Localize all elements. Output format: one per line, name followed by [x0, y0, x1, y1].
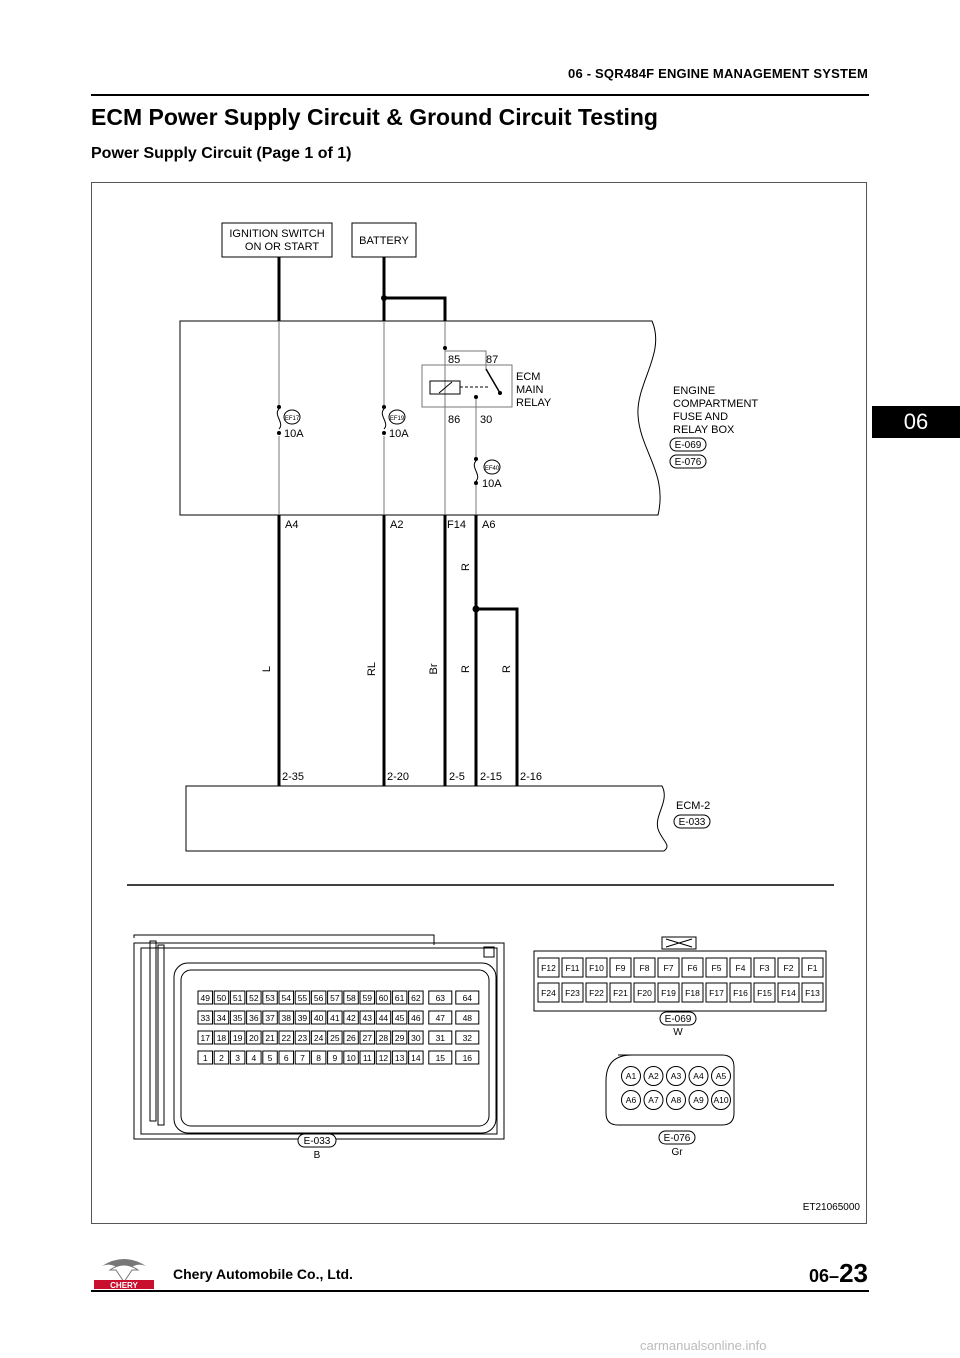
connector-e033-pin-label: 62 — [411, 993, 421, 1003]
connector-e033-pin-label: 51 — [232, 993, 243, 1003]
connector-e033-pin-label: 34 — [216, 1013, 227, 1023]
connector-e033-pin-label: 13 — [394, 1053, 405, 1063]
watermark: carmanualsonline.info — [640, 1338, 767, 1353]
connector-e033-pin-label: 40 — [313, 1013, 324, 1023]
connector-e033-pin-label: 30 — [411, 1033, 421, 1043]
connector-e033-color: B — [313, 1150, 321, 1161]
connector-e069-pin-label: F1 — [807, 963, 818, 973]
connector-e069-pin-label: F7 — [663, 963, 674, 973]
connector-e076-color: Gr — [671, 1147, 683, 1158]
connector-tag-e069-bottom-text: E-069 — [664, 1014, 692, 1025]
relay-pin-30: 30 — [480, 414, 493, 426]
fuse-ef17-rating: 10A — [284, 428, 304, 440]
connector-e033-pin-label: 56 — [313, 993, 324, 1003]
connector-e033-pin-label: 55 — [297, 993, 308, 1003]
connector-e033-pin-label: 25 — [330, 1033, 340, 1043]
connector-e033-pin-label: 39 — [297, 1013, 308, 1023]
fuse-ef19-name: EF19 — [389, 416, 405, 422]
connector-e033-pin-label: 27 — [362, 1033, 372, 1043]
connector-e033-pin-label: 14 — [411, 1053, 421, 1063]
connector-e033-pin-label: 28 — [378, 1033, 389, 1043]
connector-e033-pin-label: 32 — [462, 1033, 473, 1043]
wire-color-rl: RL — [366, 661, 378, 677]
connector-e069-pin-label: F16 — [733, 988, 748, 998]
connector-e069-pin-label: F14 — [781, 988, 796, 998]
connector-e076-pin-label: A6 — [625, 1095, 637, 1105]
connector-e069-pin-label: F17 — [709, 988, 724, 998]
connector-e033-pin-label: 59 — [362, 993, 372, 1003]
connector-e033-pin-label: 7 — [300, 1053, 305, 1063]
box-pin-a4: A4 — [285, 519, 299, 531]
connector-tag-e033-bottom-text: E-033 — [303, 1136, 331, 1147]
fuse-ef40-rating: 10A — [482, 478, 502, 490]
connector-e033-pin-label: 24 — [313, 1033, 324, 1043]
connector-e069-pin-label: F2 — [783, 963, 794, 973]
page-subtitle: Power Supply Circuit (Page 1 of 1) — [91, 145, 352, 162]
relay-pin-87: 87 — [486, 354, 499, 366]
connector-e069-color: W — [673, 1027, 683, 1038]
page-number — [809, 1258, 868, 1289]
wire-r-branch — [476, 609, 517, 786]
connector-e033-pin-label: 45 — [394, 1013, 405, 1023]
relay-label-1: ECM — [516, 371, 541, 383]
connector-e033-pin-label: 43 — [362, 1013, 372, 1023]
connector-e033-pin-label: 52 — [249, 993, 259, 1003]
connector-e069-pin-label: F18 — [685, 988, 700, 998]
battery-label: BATTERY — [359, 235, 409, 247]
connector-e076-pin-label: A8 — [670, 1095, 682, 1105]
connector-e033-pin-label: 3 — [235, 1053, 241, 1063]
connector-e069-pin-label: F4 — [735, 963, 746, 973]
splice-r — [473, 606, 480, 613]
connector-e033-pin-label: 21 — [265, 1033, 275, 1043]
page-section: 06– — [809, 1266, 840, 1286]
connector-e033-pin-label: 38 — [281, 1013, 291, 1023]
ecm-pin-2-35: 2-35 — [282, 771, 305, 783]
connector-e069-pin-label: F10 — [589, 963, 604, 973]
connector-e033-pin-label: 58 — [346, 993, 356, 1003]
connector-e069-pin-label: F6 — [687, 963, 698, 973]
ecm-pin-2-20: 2-20 — [387, 771, 410, 783]
connector-e033-pin-label: 61 — [394, 993, 405, 1003]
section-header-title: 06 - SQR484F ENGINE MANAGEMENT SYSTEM — [568, 66, 868, 81]
connector-e076-pin-label: A2 — [648, 1071, 659, 1081]
connector-e033-pin-label: 6 — [283, 1053, 289, 1063]
connector-e033-pin-label: 37 — [265, 1013, 275, 1023]
connector-e069-pin-label: F12 — [541, 963, 556, 973]
connector-e033-pin-label: 17 — [200, 1033, 210, 1043]
connector-e069-pin-label: F11 — [565, 963, 580, 973]
wiring-diagram-frame — [91, 182, 867, 1224]
connector-e069-pin-label: F21 — [613, 988, 628, 998]
ecm-pin-2-16: 2-16 — [520, 771, 543, 783]
connector-e033-pin-label: 64 — [462, 993, 473, 1003]
chery-logo-text: CHERY — [110, 1281, 138, 1290]
connector-tag-e076-bottom-text: E-076 — [663, 1133, 691, 1144]
connector-e033-pin-label: 36 — [249, 1013, 259, 1023]
connector-e033-pin-label: 11 — [362, 1053, 372, 1063]
box-pin-a2: A2 — [390, 519, 404, 531]
box-pin-f14: F14 — [447, 519, 466, 531]
connector-e033-pin-label: 12 — [378, 1053, 389, 1063]
connector-e033-pin-label: 8 — [316, 1053, 322, 1063]
wire-color-r-upper: R — [460, 563, 472, 571]
connector-e033-pin-label: 47 — [435, 1013, 446, 1023]
connector-e033-pin-label: 41 — [330, 1013, 340, 1023]
relay-feed-dot — [443, 346, 447, 350]
connector-e033-pin-label: 26 — [346, 1033, 356, 1043]
fuse-box-label-1: ENGINE — [673, 385, 716, 397]
relay-30-dot — [474, 395, 478, 399]
connector-e033-pin-label: 46 — [411, 1013, 421, 1023]
connector-e069-pin-label: F13 — [805, 988, 820, 998]
connector-e069-pin-label: F20 — [637, 988, 652, 998]
connector-tag-e069-text: E-069 — [674, 440, 702, 451]
footer-rule — [91, 1290, 869, 1292]
connector-e033-pin-label: 48 — [462, 1013, 473, 1023]
fuse-box-label-3: FUSE AND — [673, 411, 729, 423]
wire-color-r-branch: R — [501, 665, 513, 673]
fuse-ef19-rating: 10A — [389, 428, 409, 440]
connector-e033-pin-label: 42 — [346, 1013, 356, 1023]
connector-e033-pin-label: 54 — [281, 993, 291, 1003]
ecm-box-outline — [186, 786, 667, 851]
wire-color-br: Br — [428, 663, 440, 675]
ignition-switch-label-1: IGNITION SWITCH — [229, 228, 325, 240]
connector-e033-pin-label: 49 — [200, 993, 210, 1003]
relay-label-3: RELAY — [516, 397, 552, 409]
connector-e033-pin-label: 9 — [332, 1053, 338, 1063]
wire-color-r-lower: R — [460, 665, 472, 673]
fuse-box-label-4: RELAY BOX — [673, 424, 735, 436]
connector-e033-pin-label: 5 — [267, 1053, 273, 1063]
connector-e033-pin-label: 10 — [346, 1053, 356, 1063]
connector-e069-pin-label: F3 — [759, 963, 770, 973]
footer-company: Chery Automobile Co., Ltd. — [173, 1266, 353, 1282]
connector-e069-pin-label: F5 — [711, 963, 722, 973]
connector-e033-pin-label: 33 — [200, 1013, 210, 1023]
connector-e033-pin-label: 31 — [435, 1033, 446, 1043]
connector-e076-face — [606, 1055, 734, 1125]
connector-e076-pin-label: A1 — [625, 1071, 637, 1081]
box-pin-a6: A6 — [482, 519, 496, 531]
connector-tag-e076-text: E-076 — [674, 457, 702, 468]
connector-e033-pin-label: 16 — [462, 1053, 473, 1063]
connector-e033-pin-label: 57 — [330, 993, 340, 1003]
relay-contact-dot — [498, 391, 502, 395]
relay-label-2: MAIN — [516, 384, 544, 396]
connector-e076-pin-label: A3 — [670, 1071, 682, 1081]
connector-tag-e033-top-text: E-033 — [678, 817, 706, 828]
ecm-label: ECM-2 — [676, 800, 711, 812]
diagram-image-code: ET21065000 — [802, 1202, 860, 1213]
connector-e069-pin-label: F15 — [757, 988, 772, 998]
connector-e033-pin-label: 50 — [216, 993, 227, 1003]
connector-e033-pin-label: 4 — [251, 1053, 257, 1063]
connector-e069-pin-label: F9 — [615, 963, 626, 973]
connector-e033-pin-label: 20 — [249, 1033, 259, 1043]
connector-e033-pin-label: 15 — [435, 1053, 446, 1063]
section-tab: 06 — [872, 406, 960, 438]
connector-e076-pin-label: A4 — [693, 1071, 704, 1081]
connector-e069-pin-label: F23 — [565, 988, 580, 998]
connector-e033-pin-label: 1 — [202, 1053, 208, 1063]
connector-e033-pin-label: 18 — [216, 1033, 227, 1043]
connector-e033-pins — [198, 991, 479, 1064]
connector-e033-pin-label: 19 — [232, 1033, 243, 1043]
chery-logo-icon — [92, 1256, 156, 1290]
connector-e033-pin-label: 29 — [394, 1033, 405, 1043]
fuse-ef40-name: EF40 — [484, 466, 500, 472]
connector-e069-pins — [538, 958, 823, 1002]
connector-e069-pin-label: F24 — [541, 988, 556, 998]
fuse-box-label-2: COMPARTMENT — [673, 398, 759, 410]
connector-e076-pin-label: A10 — [713, 1095, 729, 1105]
connector-e033-pin-label: 22 — [281, 1033, 291, 1043]
connector-e069-pin-label: F19 — [661, 988, 676, 998]
wire-color-l: L — [261, 665, 273, 673]
page-number-value: 23 — [839, 1258, 868, 1288]
connector-e069-pin-label: F22 — [589, 988, 604, 998]
ecm-pin-2-5: 2-5 — [449, 771, 465, 783]
ecm-pin-2-15: 2-15 — [480, 771, 503, 783]
connector-e069-pin-label: F8 — [639, 963, 650, 973]
fuse-box-outline — [180, 321, 660, 515]
header-rule — [91, 94, 869, 96]
connector-e033-pin-label: 44 — [378, 1013, 389, 1023]
connector-e076-pins — [622, 1067, 731, 1110]
page-title: ECM Power Supply Circuit & Ground Circuit Testing — [91, 104, 658, 130]
wire-battery-relay-feed — [384, 298, 445, 321]
connector-e076-pin-label: A7 — [648, 1095, 659, 1105]
connector-e033-pin-label: 53 — [265, 993, 275, 1003]
wiring-diagram — [92, 183, 868, 1225]
ignition-switch-label-2: ON OR START — [244, 241, 320, 253]
connector-e076-pin-label: A9 — [693, 1095, 704, 1105]
connector-e033-pin-label: 23 — [297, 1033, 308, 1043]
connector-e033-pin-label: 63 — [435, 993, 446, 1003]
splice-battery — [381, 295, 387, 301]
relay-pin-86: 86 — [448, 414, 461, 426]
connector-e033-pin-label: 60 — [378, 993, 389, 1003]
connector-e033-pin-label: 35 — [232, 1013, 243, 1023]
fuse-ef17-name: EF17 — [284, 416, 300, 422]
relay-pin-85: 85 — [448, 354, 461, 366]
connector-e076-pin-label: A5 — [715, 1071, 727, 1081]
connector-e033-pin-label: 2 — [219, 1053, 224, 1063]
